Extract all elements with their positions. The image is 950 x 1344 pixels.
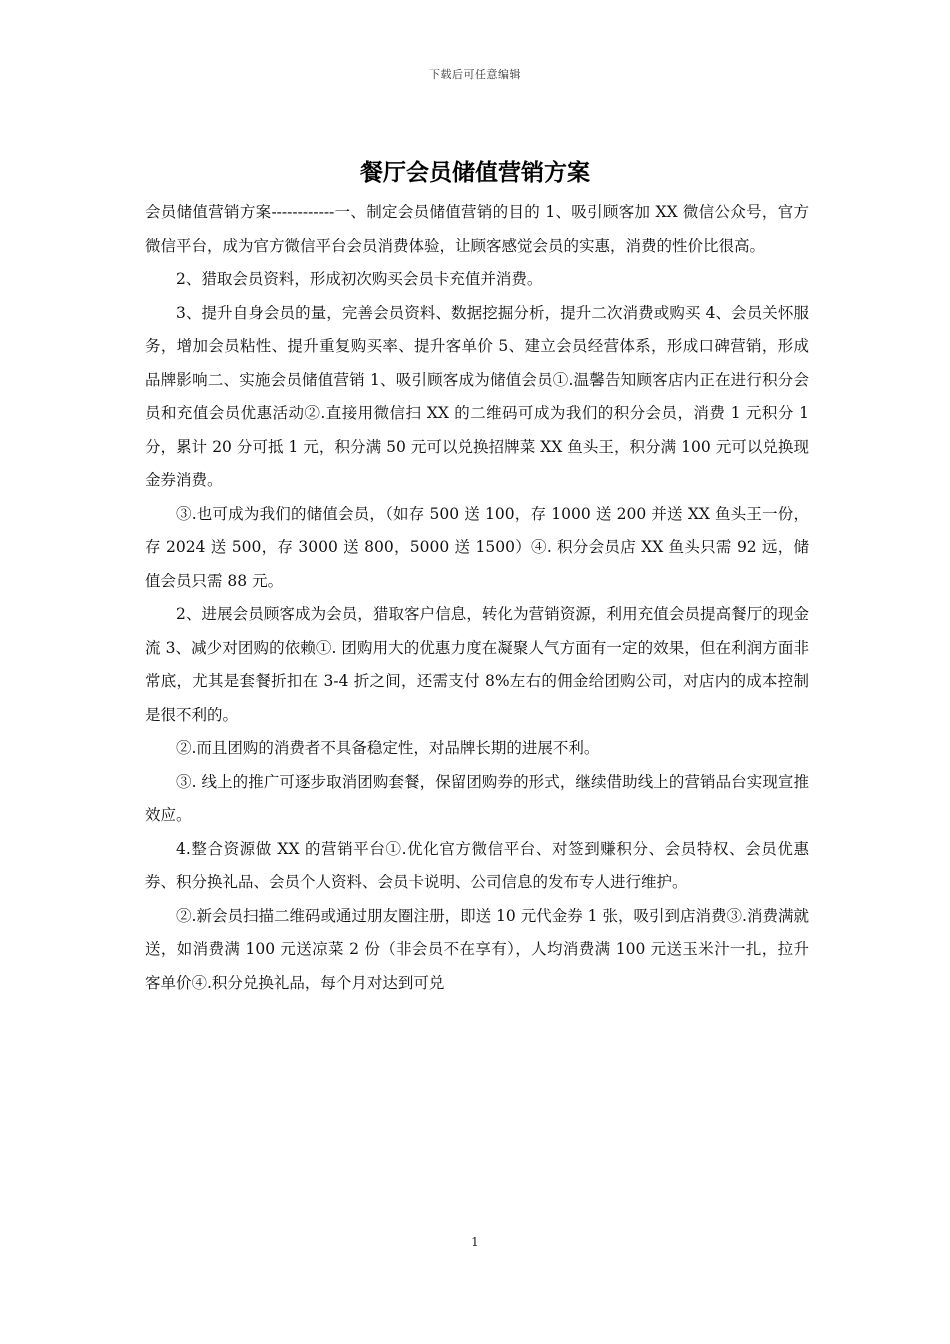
paragraph-8: 4.整合资源做 XX 的营销平台①.优化官方微信平台、对签到赚积分、会员特权、会员优惠券、积分换礼品、会员个人资料、会员卡说明、公司信息的发布专人进行维护。	[145, 839, 809, 891]
paragraph-6: ②.而且团购的消费者不具备稳定性，对品牌长期的进展不利。	[176, 739, 600, 757]
page-number: 1	[471, 1235, 479, 1249]
paragraph-3: 3、提升自身会员的量，完善会员资料、数据挖掘分析，提升二次消费或购买 4、会员关怀服务，增加会员粘性、提升重复购买率、提升客单价 5、建立会员经营体系，形成口碑营销，形成品牌影响二、实施会员储值营销 1、吸引顾客成为储值会员①.温馨告知顾客店内正在进行积分会员和充值会员优惠活动②.直接用微信扫 XX 的二维码可成为我们的积分会员，消费 1 元积分 1 分，累计 20 分可抵 1 元，积分满 50 元可以兑换招牌菜 XX 鱼头王，积分满 100 元可以兑换现金券消费。	[145, 303, 809, 489]
paragraph-5: 2、进展会员顾客成为会员，猎取客户信息，转化为营销资源，利用充值会员提高餐厅的现金流 3、减少对团购的依赖①. 团购用大的优惠力度在凝聚人气方面有一定的效果，但在利润方面非常底，尤其是套餐折扣在 3-4 折之间，还需支付 8%左右的佣金给团购公司，对店内的成本控制是很不利的。	[145, 605, 809, 724]
paragraph-7: ③. 线上的推广可逐步取消团购套餐，保留团购券的形式，继续借助线上的营销品台实现宣推效应。	[145, 772, 809, 824]
header-note: 下载后可任意编辑	[429, 68, 521, 81]
paragraph-9: ②.新会员扫描二维码或通过朋友圈注册，即送 10 元代金券 1 张，吸引到店消费③.消费满就送，如消费满 100 元送凉菜 2 份（非会员不在享有），人均消费满 100 元送玉米汁一扎，拉升客单价④.积分兑换礼品，每个月对达到可兑	[145, 906, 809, 992]
document-body	[145, 196, 809, 1000]
paragraph-4: ③.也可成为我们的储值会员，（如存 500 送 100，存 1000 送 200 并送 XX 鱼头王一份，存 2024 送 500，存 3000 送 800，5000 送 1500）④. 积分会员店 XX 鱼头只需 92 远，储值会员只需 88 元。	[145, 504, 809, 590]
document-title: 餐厅会员储值营销方案	[360, 160, 590, 186]
paragraph-2: 2、猎取会员资料，形成初次购买会员卡充值并消费。	[176, 270, 543, 288]
paragraph-intro: 会员储值营销方案------------一、制定会员储值营销的目的 1、吸引顾客加 XX 微信公众号，官方微信平台，成为官方微信平台会员消费体验，让顾客感觉会员的实惠，消费的性价比很高。	[145, 203, 809, 255]
